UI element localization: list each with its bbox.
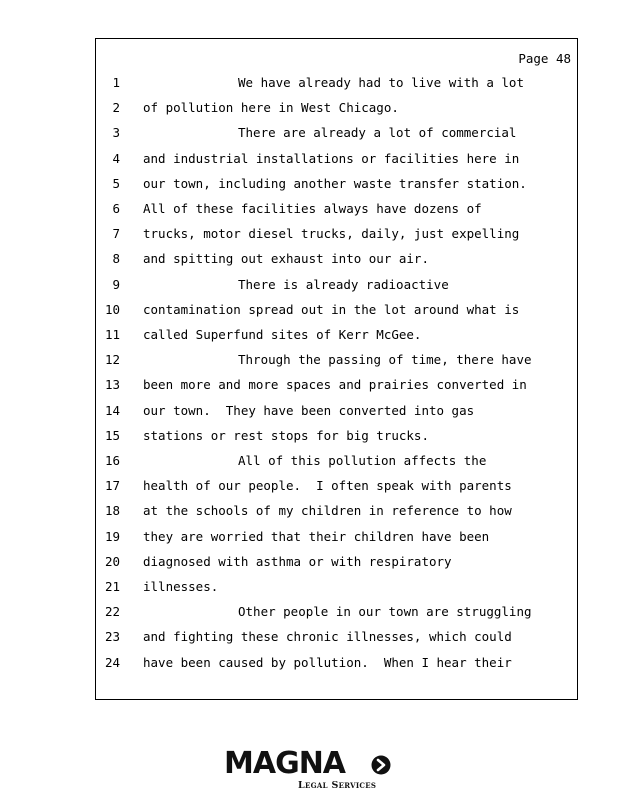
line-number: 22	[104, 604, 120, 620]
logo-wordmark: MAGNA	[224, 746, 346, 781]
line-text: have been caused by pollution. When I hear their	[143, 654, 512, 670]
transcript-page	[95, 38, 578, 700]
line-number: 24	[104, 654, 120, 670]
line-text: Through the passing of time, there have	[238, 352, 532, 368]
line-number: 11	[104, 327, 120, 342]
transcript-line	[96, 75, 577, 95]
line-number: 15	[104, 427, 120, 443]
line-text: There are already a lot of commercial	[238, 125, 517, 141]
line-text: and fighting these chronic illnesses, which could	[143, 629, 512, 645]
line-number: 19	[104, 528, 120, 544]
line-text: been more and more spaces and prairies converted in	[143, 377, 527, 393]
transcript-line	[96, 428, 577, 448]
line-number: 8	[112, 251, 120, 267]
transcript-line	[96, 125, 577, 145]
line-number: 7	[112, 226, 120, 242]
transcript-line	[96, 327, 577, 347]
line-number: 17	[104, 478, 120, 494]
line-text: trucks, motor diesel trucks, daily, just expelling	[143, 226, 520, 242]
transcript-line	[96, 529, 577, 549]
line-number: 6	[112, 201, 120, 216]
line-text: diagnosed with asthma or with respiratory	[143, 553, 452, 569]
line-text: and spitting out exhaust into our air.	[143, 251, 429, 267]
line-number: 3	[112, 125, 120, 141]
logo-subtitle: Legal Services	[298, 780, 377, 791]
line-number: 21	[104, 579, 120, 594]
line-number: 14	[104, 402, 120, 418]
line-text: our town. They have been converted into gas	[143, 402, 475, 418]
line-number: 9	[112, 276, 120, 292]
transcript-line	[96, 655, 577, 675]
line-text: health of our people. I often speak with parents	[143, 478, 512, 494]
line-text: There is already radioactive	[238, 276, 449, 292]
transcript-line	[96, 554, 577, 574]
line-text: at the schools of my children in reference to how	[143, 503, 512, 519]
line-text: our town, including another waste transfer station.	[143, 175, 527, 191]
line-number: 2	[112, 100, 120, 116]
line-number: 12	[104, 352, 120, 368]
transcript-line	[96, 403, 577, 423]
transcript-line	[96, 579, 577, 599]
line-number: 5	[112, 175, 120, 191]
transcript-line	[96, 352, 577, 372]
line-number: 1	[112, 75, 120, 90]
line-text: We have already had to live with a lot	[238, 75, 524, 90]
line-text: illnesses.	[143, 579, 219, 594]
transcript-line	[96, 453, 577, 473]
transcript-line	[96, 277, 577, 297]
transcript-line	[96, 629, 577, 649]
transcript-line	[96, 377, 577, 397]
transcript-line	[96, 151, 577, 171]
transcript-line	[96, 201, 577, 221]
line-number: 16	[104, 453, 120, 468]
arrow-circle-icon	[371, 755, 391, 775]
line-number: 10	[104, 301, 120, 317]
line-text: they are worried that their children have been	[143, 528, 490, 544]
transcript-line	[96, 176, 577, 196]
transcript-line	[96, 503, 577, 523]
magna-logo	[224, 747, 394, 793]
line-text: and industrial installations or facilities here in	[143, 150, 520, 166]
line-text: of pollution here in West Chicago.	[143, 100, 399, 116]
line-number: 18	[104, 503, 120, 519]
transcript-line	[96, 251, 577, 271]
line-number: 13	[104, 377, 120, 393]
line-number: 4	[112, 150, 120, 166]
line-text: Other people in our town are struggling	[238, 604, 532, 620]
line-text: called Superfund sites of Kerr McGee.	[143, 327, 422, 342]
line-text: contamination spread out in the lot around what is	[143, 301, 520, 317]
line-number: 20	[104, 553, 120, 569]
transcript-line	[96, 302, 577, 322]
line-text: All of this pollution affects the	[238, 453, 487, 468]
page-number: Page 48	[518, 51, 571, 66]
transcript-line	[96, 226, 577, 246]
transcript-line	[96, 478, 577, 498]
transcript-line	[96, 604, 577, 624]
line-number: 23	[104, 629, 120, 645]
line-text: All of these facilities always have dozens of	[143, 201, 482, 216]
line-text: stations or rest stops for big trucks.	[143, 427, 429, 443]
transcript-line	[96, 100, 577, 120]
